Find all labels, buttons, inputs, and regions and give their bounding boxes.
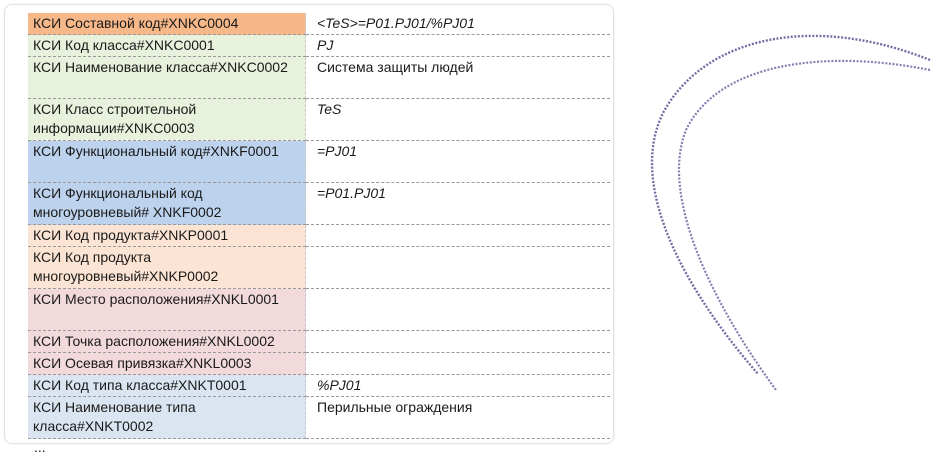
property-row[interactable] xyxy=(28,57,610,99)
railing-inner-arc xyxy=(679,61,930,390)
property-row[interactable] xyxy=(28,225,610,247)
property-value[interactable] xyxy=(306,289,611,331)
property-name: КСИ Код класса#XNKC0001 xyxy=(28,35,306,57)
property-name: КСИ Осевая привязка#XNKL0003 xyxy=(28,353,306,375)
property-row[interactable] xyxy=(28,141,610,183)
property-row[interactable] xyxy=(28,35,610,57)
property-value[interactable]: <TeS>=P01.PJ01/%PJ01 xyxy=(306,13,611,35)
property-value[interactable]: Система защиты людей xyxy=(306,57,611,99)
property-row[interactable] xyxy=(28,247,610,289)
property-row[interactable] xyxy=(28,289,610,331)
property-row[interactable] xyxy=(28,353,610,375)
property-name: КСИ Точка расположения#XNKL0002 xyxy=(28,331,306,353)
property-name: КСИ Код продукта#XNKP0001 xyxy=(28,225,306,247)
property-row[interactable] xyxy=(28,375,610,397)
property-row[interactable] xyxy=(28,183,610,225)
property-name: КСИ Класс строительной информации#XNKC0003 xyxy=(28,99,306,141)
property-name: КСИ Наименование типа класса#XNKT0002 xyxy=(28,397,306,439)
property-row[interactable] xyxy=(28,13,610,35)
property-value[interactable] xyxy=(306,225,611,247)
property-value[interactable]: =P01.PJ01 xyxy=(306,183,611,225)
railing-outer-arc xyxy=(652,36,930,374)
property-value[interactable]: Перильные ограждения xyxy=(306,397,611,439)
property-value[interactable]: %PJ01 xyxy=(306,375,611,397)
railing-model-view xyxy=(630,0,932,400)
property-name: КСИ Код типа класса#XNKT0001 xyxy=(28,375,306,397)
property-value[interactable] xyxy=(306,331,611,353)
property-name: КСИ Наименование класса#XNKC0002 xyxy=(28,57,306,99)
property-value[interactable]: TeS xyxy=(306,99,611,141)
property-name: КСИ Функциональный код#XNKF0001 xyxy=(28,141,306,183)
property-value[interactable]: =PJ01 xyxy=(306,141,611,183)
property-name: КСИ Функциональный код многоуровневый# XNKF0002 xyxy=(28,183,306,225)
property-name: КСИ Составной код#XNKC0004 xyxy=(28,13,306,35)
properties-table xyxy=(28,13,610,439)
property-row[interactable] xyxy=(28,99,610,141)
property-row[interactable] xyxy=(28,331,610,353)
property-name: КСИ Место расположения#XNKL0001 xyxy=(28,289,306,331)
more-rows-ellipsis: ... xyxy=(34,439,46,455)
property-value[interactable] xyxy=(306,247,611,289)
property-value[interactable]: PJ xyxy=(306,35,611,57)
property-name: КСИ Код продукта многоуровневый#XNKP0002 xyxy=(28,247,306,289)
property-row[interactable] xyxy=(28,397,610,439)
property-value[interactable] xyxy=(306,353,611,375)
